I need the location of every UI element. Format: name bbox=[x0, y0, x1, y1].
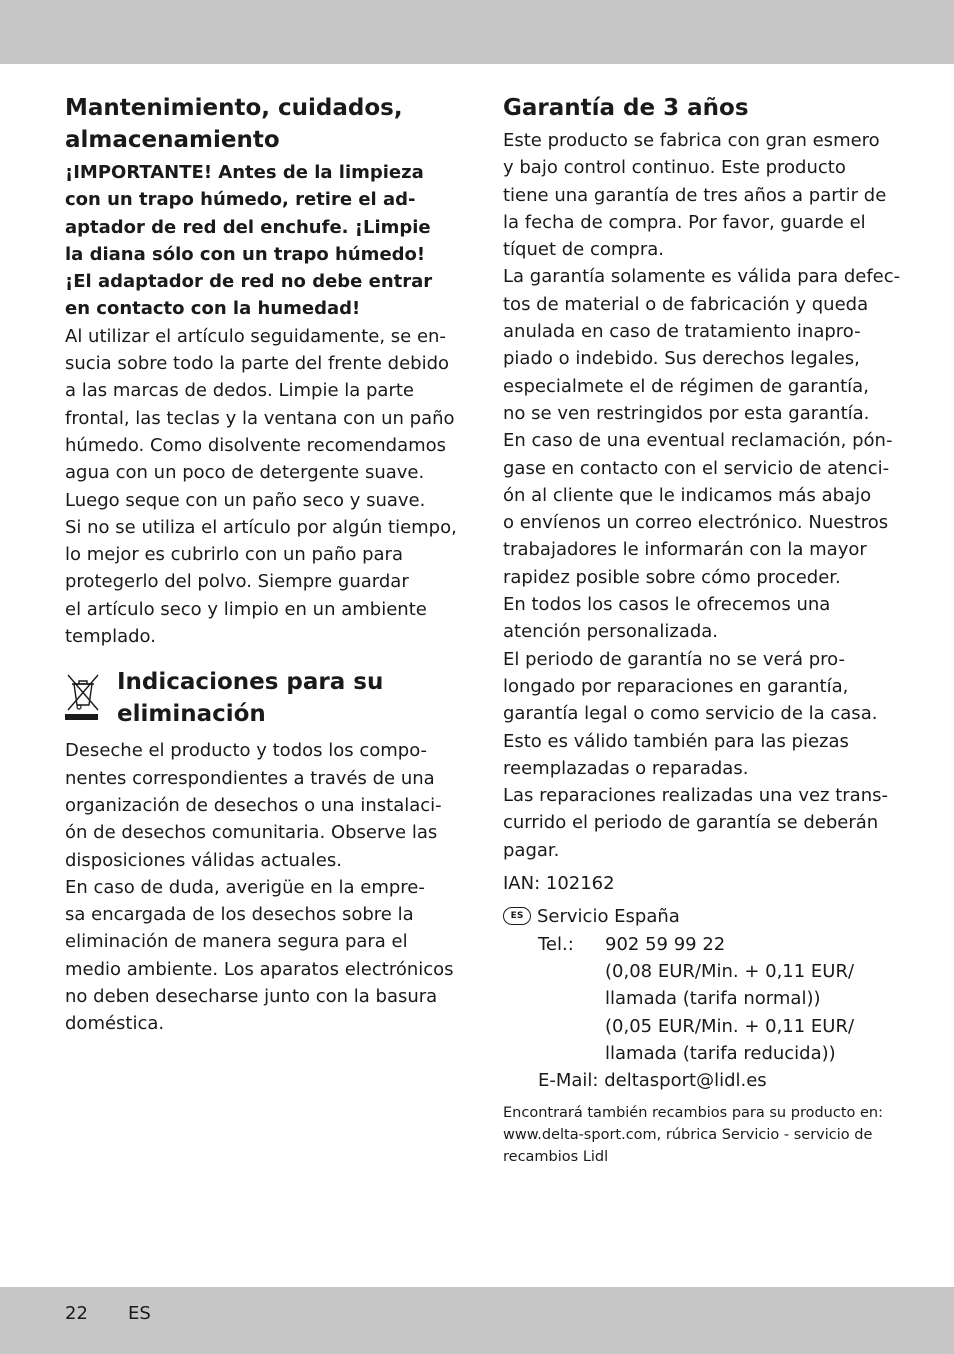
es-country-badge: ES bbox=[503, 907, 531, 925]
header-band bbox=[0, 0, 954, 64]
tel-number: 902 59 99 22 bbox=[605, 933, 726, 955]
disposal-title: Indicaciones para su eliminación bbox=[117, 669, 384, 728]
disposal-body: Deseche el producto y todos los compo- nentes correspondientes a través de una organización de desechos o una instalaci- ón de desechos comunitaria. Observe las disposiciones válidas actuales. En caso de duda, averigüe en la empre- sa encargada de los desechos sobre la eliminación de manera segura para el medio ambiente. Los aparatos electrónicos no deben desecharse junto con la basura doméstica. bbox=[65, 740, 454, 1035]
warranty-title: Garantía de 3 años bbox=[503, 95, 749, 121]
maintenance-body: Al utilizar el artículo seguidamente, se en- sucia sobre todo la parte del frente debido a las marcas de dedos. Limpie la parte frontal, las teclas y la ventana con un paño húmedo. Como disolvente recomendamos agua con un poco de detergente suave. Luego seque con un paño seco y suave. Si no se utiliza el artículo por algún tiempo, lo mejor es cubrirlo con un paño para protegerlo del polvo. Siempre guardar el artículo seco y limpio en un ambiente templado. bbox=[65, 325, 457, 648]
maintenance-title: Mantenimiento, cuidados, almacenamiento bbox=[65, 95, 403, 153]
left-column bbox=[65, 92, 460, 1038]
ian-number: IAN: 102162 bbox=[503, 873, 615, 895]
page-number: 22 bbox=[65, 1303, 88, 1324]
tel-values: 902 59 99 22 (0,08 EUR/Min. + 0,11 EUR/ llamada (tarifa normal)) (0,05 EUR/Min. + 0,11 EUR/ llamada (tarifa reducida)) bbox=[605, 931, 898, 1067]
service-name: Servicio España bbox=[537, 906, 680, 928]
tel-label: Tel.: bbox=[538, 933, 574, 955]
crossed-bin-icon bbox=[65, 672, 101, 720]
language-code: ES bbox=[128, 1303, 151, 1324]
warranty-body: Este producto se fabrica con gran esmero y bajo control continuo. Este producto tiene una garantía de tres años a partir de la fecha de compra. Por favor, guarde el tíquet de compra. La garantía solamente es válida para defec- tos de material o de fabricación y queda anulada en caso de tratamiento inapro- piado o indebido. Sus derechos legales, especialmete el de régimen de garantía, no se ven restringidos por esta garantía. En caso de una eventual reclamación, pón- gase en contacto con el servicio de atenci- ón al cliente que le indicamos más abajo o envíenos un correo electrónico. Nuestros trabajadores le informarán con la mayor rapidez posible sobre cómo proceder. En todos los casos le ofrecemos una atención personalizada. El periodo de garantía no se verá pro- longado por reparaciones en garantía, garantía legal o como servicio de la casa. Esto es válido también para las piezas reemplazadas o reparadas. Las reparaciones realizadas una vez trans- currido el periodo de garantía se deberán pagar. bbox=[503, 130, 901, 861]
disposal-heading bbox=[65, 666, 460, 730]
right-column bbox=[503, 92, 901, 1168]
service-email: E-Mail: deltasport@lidl.es bbox=[538, 1070, 767, 1092]
maintenance-important: ¡IMPORTANTE! Antes de la limpieza con un trapo húmedo, retire el ad- aptador de red del enchufe. ¡Limpie la diana sólo con un trapo húmedo! ¡El adaptador de red no debe entrar en contacto con la humedad! bbox=[65, 162, 433, 320]
telephone-block bbox=[503, 931, 898, 1067]
spare-parts-note: Encontrará también recambios para su producto en: www.delta-sport.com, rúbrica Servicio - servicio de recambios Lidl bbox=[503, 1105, 883, 1166]
service-block bbox=[503, 903, 898, 1094]
service-name-line bbox=[503, 903, 898, 930]
